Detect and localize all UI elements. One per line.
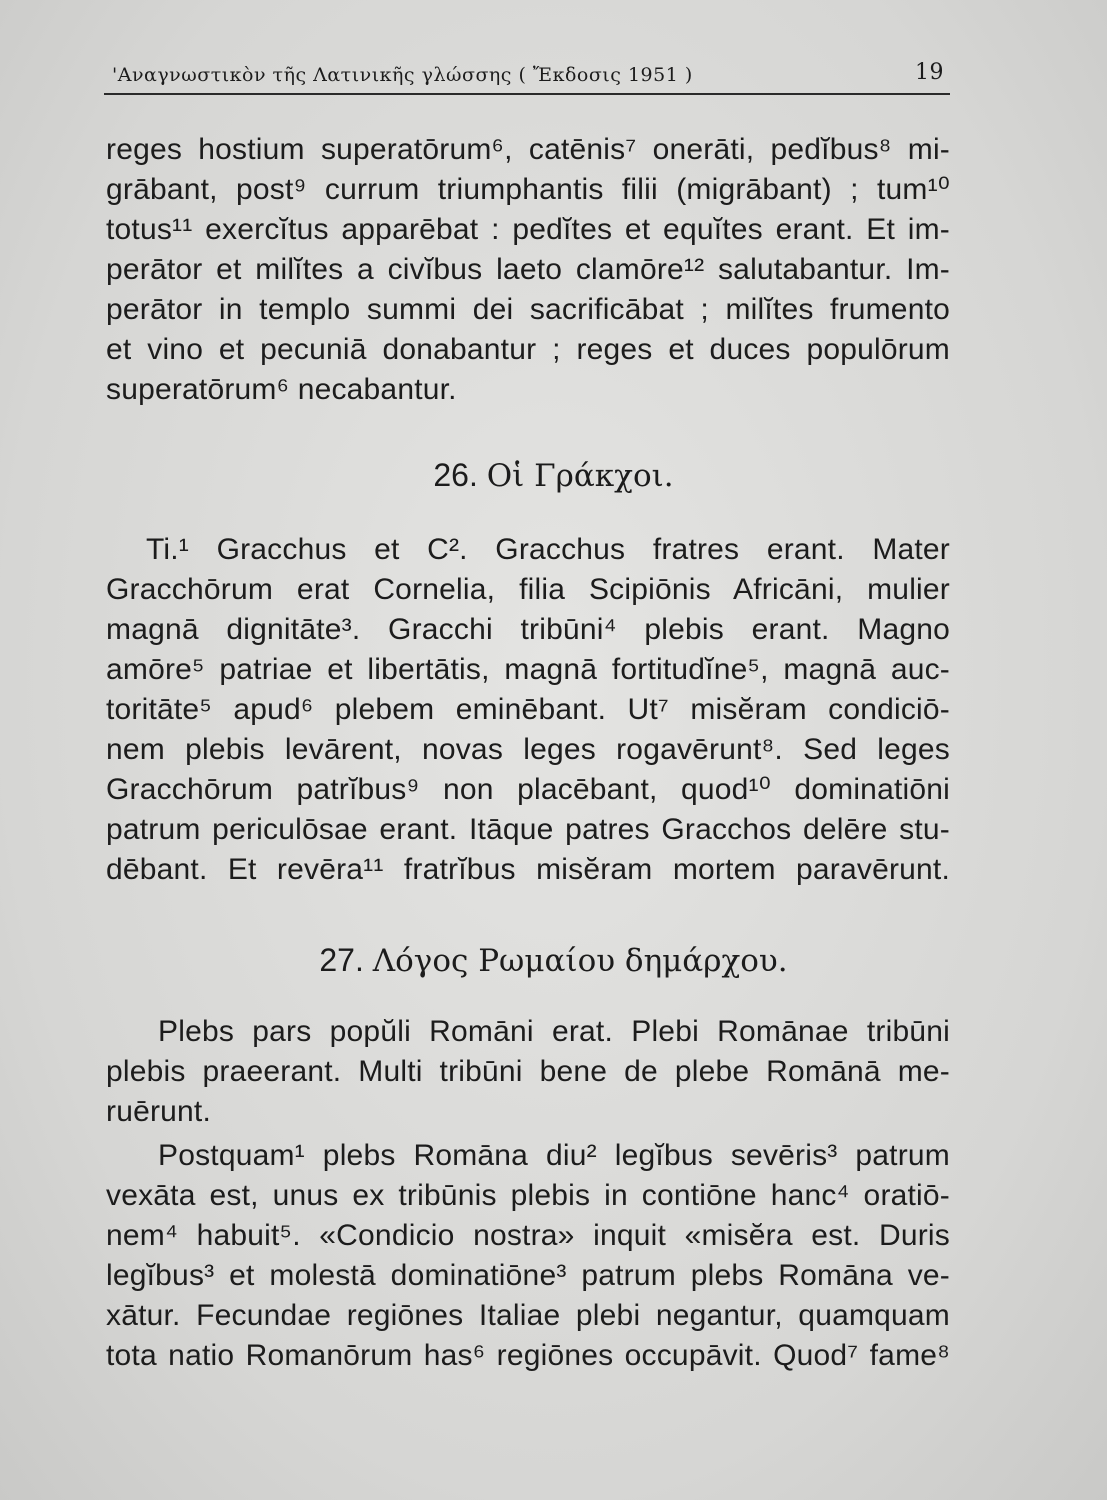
text-line: patrum periculōsae erant. Itāque patres Gracchos delēre stu- xyxy=(106,813,950,846)
text-line: Ti.¹ Gracchus et C². Gracchus fratres erant. Mater xyxy=(146,533,950,566)
text-line: nem plebis levārent, novas leges rogavērunt⁸. Sed leges xyxy=(106,733,950,766)
text-line: toritāte⁵ apud⁶ plebem eminēbant. Ut⁷ misĕram condiciō- xyxy=(106,693,950,726)
page-header xyxy=(112,60,950,92)
section-27-paragraph-2 xyxy=(106,1136,950,1376)
text-line: superatōrum⁶ necabantur. xyxy=(106,373,457,406)
text-line: et vino et pecuniā donabantur ; reges et duces populōrum xyxy=(106,333,950,366)
text-line: xātur. Fecundae regiōnes Italiae plebi negantur, quamquam xyxy=(106,1299,950,1332)
text-line: magnā dignitāte³. Gracchi tribūni⁴ plebis erant. Magno xyxy=(106,613,950,646)
passage-continued xyxy=(106,130,950,410)
section-26-text xyxy=(106,530,950,890)
section-title: Οἱ Γράκχοι. xyxy=(486,458,674,494)
running-title: 'Αναγνωστικὸν τῆς Λατινικῆς γλώσσης ( Ἔκδοσις 1951 ) xyxy=(112,64,693,86)
section-number: 27. xyxy=(319,942,364,978)
text-line: Postquam¹ plebs Romāna diu² legĭbus sevēris³ patrum xyxy=(158,1139,950,1172)
section-27-heading xyxy=(0,940,1107,980)
section-number: 26. xyxy=(433,457,478,493)
text-line: ruērunt. xyxy=(106,1095,211,1128)
text-line: vexāta est, unus ex tribūnis plebis in contiōne hanc⁴ oratiō- xyxy=(106,1179,950,1212)
text-line: Gracchōrum erat Cornelia, filia Scipiōnis Africāni, mulier xyxy=(106,573,950,606)
text-line: dēbant. Et revēra¹¹ fratrĭbus misĕram mortem paravērunt. xyxy=(106,853,950,886)
text-line: Plebs pars popŭli Romāni erat. Plebi Romānae tribūni xyxy=(158,1015,950,1048)
header-rule xyxy=(104,93,950,95)
section-26-heading xyxy=(0,455,1107,495)
text-line: amōre⁵ patriae et libertātis, magnā fortitudĭne⁵, magnā auc- xyxy=(106,653,950,686)
text-line: grābant, post⁹ currum triumphantis filii (migrābant) ; tum¹⁰ xyxy=(106,173,950,206)
text-line: perātor et milĭtes a civĭbus laeto clamōre¹² salutabantur. Im- xyxy=(106,253,950,286)
text-line: reges hostium superatōrum⁶, catēnis⁷ onerāti, pedĭbus⁸ mi- xyxy=(106,133,950,166)
text-line: tota natio Romanōrum has⁶ regiōnes occupāvit. Quod⁷ fame⁸ xyxy=(106,1339,950,1372)
page-number: 19 xyxy=(915,60,944,85)
text-line: plebis praeerant. Multi tribūni bene de plebe Romānā me- xyxy=(106,1055,950,1088)
text-line: totus¹¹ exercĭtus apparēbat : pedĭtes et equĭtes erant. Et im- xyxy=(106,213,950,246)
text-line: legĭbus³ et molestā dominatiōne³ patrum plebs Romāna ve- xyxy=(106,1259,950,1292)
section-27-paragraph-1 xyxy=(106,1012,950,1132)
text-line: perātor in templo summi dei sacrificābat ; milĭtes frumento xyxy=(106,293,950,326)
text-line: nem⁴ habuit⁵. «Condicio nostra» inquit «misĕra est. Duris xyxy=(106,1219,950,1252)
text-line: Gracchōrum patrĭbus⁹ non placēbant, quod¹⁰ dominatiōni xyxy=(106,773,950,806)
section-title: Λόγος Ρωμαίου δημάρχου. xyxy=(372,943,788,979)
